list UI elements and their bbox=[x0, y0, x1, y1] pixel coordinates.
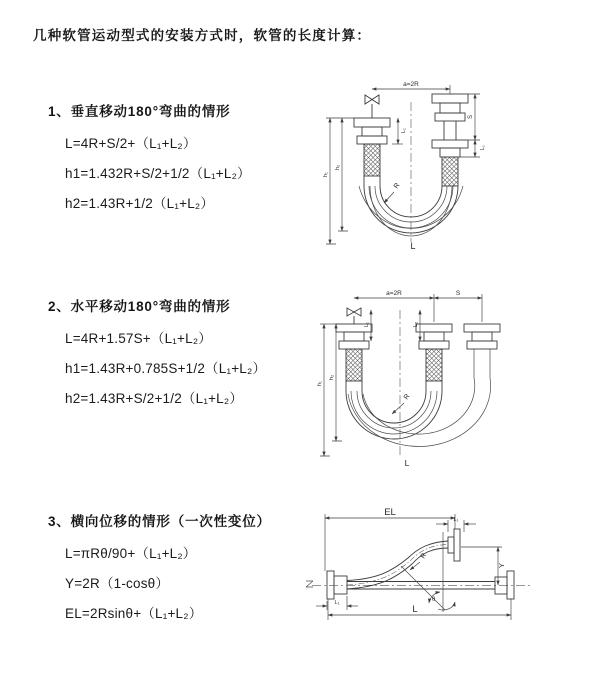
section-vertical-movement bbox=[48, 100, 251, 219]
braided-hose-section bbox=[346, 349, 362, 381]
formula-length: L=4R+1.57S+（L₁+L₂） bbox=[65, 331, 212, 346]
braided-hose-section bbox=[426, 349, 442, 381]
formula-el: EL=2Rsinθ+（L₁+L₂） bbox=[65, 606, 203, 621]
formula-y: Y=2R（1-cosθ） bbox=[65, 576, 170, 591]
dim-label-h2: h₂ bbox=[329, 374, 335, 380]
formula-length: L=πRθ/90+（L₁+L₂） bbox=[65, 546, 197, 561]
braided-hose-section bbox=[364, 144, 380, 176]
formula-h2: h2=1.43R+1/2（L₁+L₂） bbox=[65, 196, 215, 211]
dim-label-l1-top: L₁ bbox=[453, 517, 459, 523]
page-title: 几种软管运动型式的安装方式时，软管的长度计算： bbox=[33, 28, 372, 43]
section-3-heading: 3、横向位移的情形（一次性变位） bbox=[48, 514, 271, 529]
dim-label-l1: L₁ bbox=[401, 128, 407, 133]
dim-label-s: S bbox=[455, 290, 461, 297]
dim-label-span: a=2R bbox=[403, 81, 419, 88]
section-3-formulas bbox=[65, 539, 271, 629]
dim-label-l1: L₁ bbox=[364, 322, 370, 327]
formula-h1: h1=1.432R+S/2+1/2（L₁+L₂） bbox=[65, 166, 251, 181]
valve-icon bbox=[347, 308, 361, 316]
dim-label-h1: h₁ bbox=[323, 172, 329, 177]
dim-label-l1-bottom: L₁ bbox=[334, 600, 340, 606]
diagram-vertical-180-bend-svg bbox=[310, 72, 598, 252]
section-1-formulas bbox=[65, 129, 251, 219]
length-label: L bbox=[412, 604, 418, 615]
angle-label: θ bbox=[432, 597, 436, 603]
diagram-lateral-displacement bbox=[298, 502, 600, 647]
diagram-vertical-180-bend bbox=[310, 72, 598, 252]
length-label: L bbox=[404, 458, 410, 468]
dim-label-l2: L₂ bbox=[480, 145, 486, 150]
diagram-horizontal-180-bend-svg bbox=[308, 284, 600, 474]
section-1-heading: 1、垂直移动180°弯曲的情形 bbox=[48, 104, 231, 119]
radius-label: R bbox=[402, 392, 412, 402]
dim-label-span: a=2R bbox=[386, 290, 402, 297]
formula-h2: h2=1.43R+S/2+1/2（L₁+L₂） bbox=[65, 391, 244, 406]
dim-label-y: Y bbox=[497, 562, 506, 568]
diagram-horizontal-180-bend bbox=[308, 284, 600, 474]
dim-label-h2: h₂ bbox=[335, 164, 341, 170]
section-2-heading: 2、水平移动180°弯曲的情形 bbox=[48, 299, 231, 314]
braided-hose-section bbox=[442, 157, 458, 186]
dim-label-el: EL bbox=[384, 507, 396, 518]
dim-label-l2: L₂ bbox=[413, 321, 419, 327]
section-lateral-displacement bbox=[48, 510, 271, 629]
formula-h1: h1=1.43R+0.785S+1/2（L₁+L₂） bbox=[65, 361, 267, 376]
section-horizontal-movement bbox=[48, 295, 266, 414]
diagram-lateral-displacement-svg bbox=[298, 502, 600, 647]
radius-label: R bbox=[419, 552, 429, 560]
axis-break-mark bbox=[306, 581, 313, 587]
radius-label: R bbox=[392, 181, 402, 191]
dim-label-h1: h₁ bbox=[317, 381, 323, 386]
length-label: L bbox=[410, 241, 416, 251]
dim-label-s: S bbox=[468, 114, 474, 119]
section-2-formulas bbox=[65, 324, 266, 414]
formula-length: L=4R+S/2+（L₁+L₂） bbox=[65, 136, 197, 151]
valve-icon bbox=[365, 95, 379, 104]
